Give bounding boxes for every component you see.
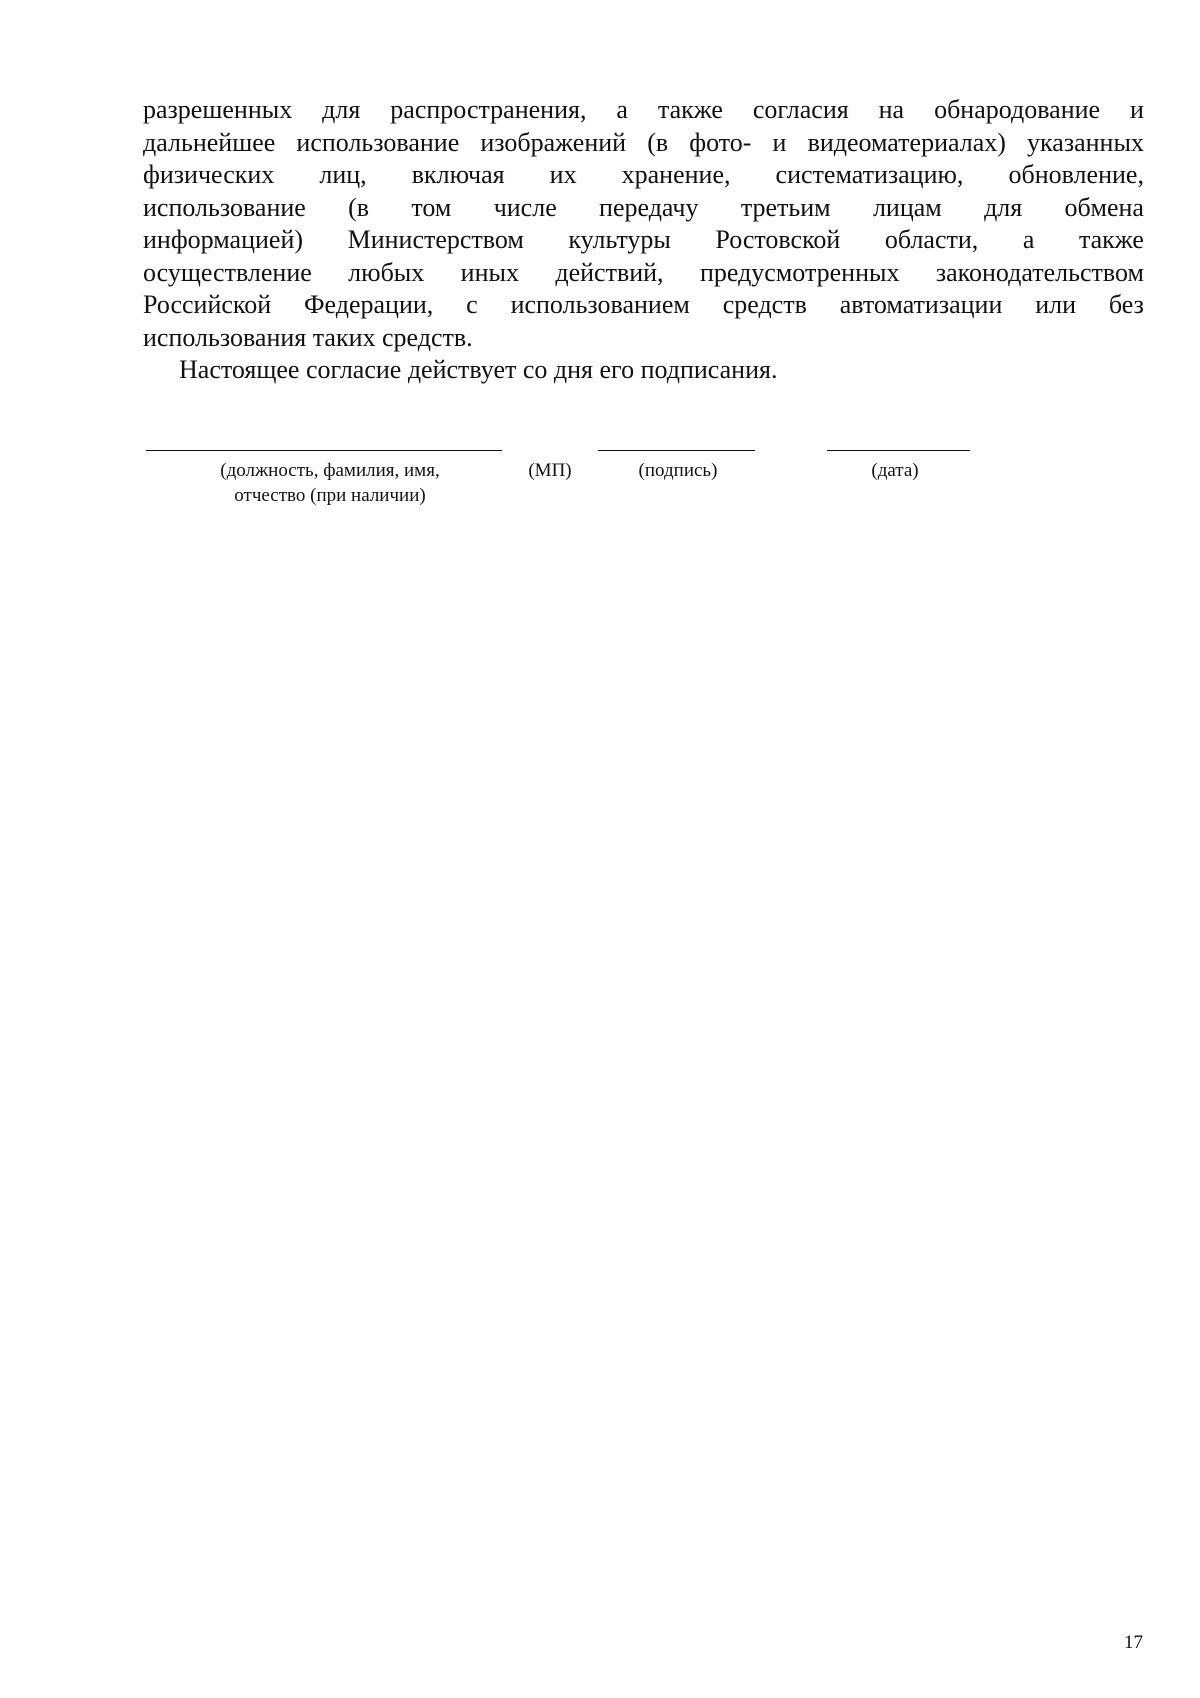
word: использование	[296, 127, 460, 157]
word: также	[1078, 225, 1144, 254]
word: с	[466, 290, 478, 319]
word: или	[1035, 290, 1077, 319]
paragraph-line	[143, 94, 1144, 127]
word: иных	[460, 257, 519, 287]
word: дальнейшее	[143, 127, 276, 157]
word: для	[984, 192, 1023, 222]
word: обмена	[1064, 192, 1144, 222]
word: фото-	[689, 127, 752, 157]
word: Ростовской	[715, 225, 841, 254]
word: а	[1022, 225, 1035, 254]
word: Федерации,	[304, 290, 434, 319]
paragraph-line	[143, 224, 1144, 257]
word: числе	[493, 192, 557, 222]
paragraph-last-line: использования таких средств.	[143, 322, 473, 352]
word: законодательством	[935, 257, 1144, 287]
word: обновление,	[1008, 160, 1144, 189]
word: видеоматериалах)	[807, 127, 1006, 157]
paragraph-line	[143, 289, 1144, 322]
word: также	[657, 95, 723, 124]
word: культуры	[568, 225, 671, 254]
word: лиц,	[319, 160, 367, 189]
word: их	[549, 160, 577, 189]
word: согласия	[752, 95, 849, 124]
word: (в	[348, 192, 370, 222]
paragraph-line	[143, 159, 1144, 192]
word: любых	[348, 257, 425, 287]
position-caption-line-1: (должность, фамилия, имя,	[220, 460, 440, 481]
word: использованием	[510, 290, 690, 319]
word: обнародование	[934, 95, 1101, 124]
word: на	[878, 95, 905, 124]
position-caption-line-2: отчество (при наличии)	[234, 485, 426, 506]
signature-caption: (подпись)	[638, 460, 718, 481]
word: Российской	[143, 290, 272, 319]
position-name-line	[146, 450, 502, 451]
word: осуществление	[143, 257, 312, 287]
word: хранение,	[621, 160, 731, 189]
word: без	[1108, 290, 1144, 319]
word: физических	[143, 160, 275, 189]
word: разрешенных	[143, 95, 293, 124]
word: использование	[143, 192, 306, 222]
word: передачу	[599, 192, 699, 222]
word: предусмотренных	[699, 257, 900, 287]
word: и	[772, 127, 787, 157]
word: том	[411, 192, 452, 222]
consent-body-text	[143, 94, 1144, 387]
word: для	[322, 95, 361, 124]
word: автоматизации	[839, 290, 1003, 319]
word: информацией)	[143, 225, 304, 254]
position-name-caption	[180, 458, 480, 508]
word: области,	[884, 225, 979, 254]
word: средств	[722, 290, 807, 319]
word: третьим	[740, 192, 831, 222]
paragraph-line	[143, 257, 1144, 290]
signature-line	[598, 450, 755, 451]
page-number: 17	[1124, 1632, 1143, 1653]
word: Министерством	[347, 225, 524, 254]
word: включая	[411, 160, 505, 189]
stamp-caption: (МП)	[528, 460, 572, 481]
date-line	[827, 450, 970, 451]
validity-paragraph: Настоящее согласие действует со дня его подписания.	[179, 355, 778, 384]
word: лицам	[872, 192, 942, 222]
word: действий,	[555, 257, 664, 287]
word: указанных	[1027, 127, 1144, 157]
word: (в	[647, 127, 669, 157]
consent-paragraph	[143, 94, 1144, 322]
word: а	[616, 95, 628, 124]
word: систематизацию,	[775, 160, 964, 189]
word: изображений	[480, 127, 627, 157]
word: распространения,	[390, 95, 587, 124]
paragraph-line	[143, 127, 1144, 160]
word: и	[1130, 95, 1144, 124]
signature-block	[0, 430, 1200, 510]
date-caption: (дата)	[871, 460, 919, 481]
paragraph-line	[143, 192, 1144, 225]
